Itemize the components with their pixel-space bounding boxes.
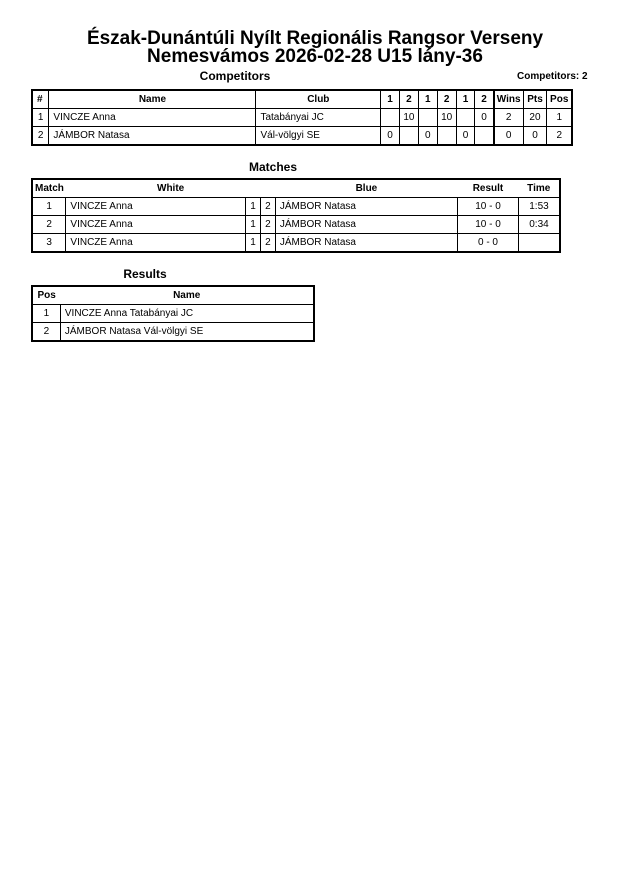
col-header-name: Name [60, 286, 314, 305]
score-cell: 0 [381, 127, 400, 146]
competitor-wins: 2 [494, 109, 523, 127]
matches-header-row [32, 179, 560, 198]
result-name: JÁMBOR Natasa Vál-völgyi SE [60, 323, 314, 342]
blue-number: 2 [260, 234, 275, 253]
white-competitor: VINCZE Anna [66, 198, 246, 216]
result-name: VINCZE Anna Tatabányai JC [60, 305, 314, 323]
competitors-count: Competitors: 2 [517, 71, 588, 82]
competitor-num: 1 [32, 109, 49, 127]
page-title-line1: Észak-Dunántúli Nyílt Regionális Rangsor Verseny [86, 28, 544, 49]
score-cell [475, 127, 494, 146]
competitor-num: 2 [32, 127, 49, 146]
score-cell: 0 [418, 127, 437, 146]
competitor-wins: 0 [494, 127, 523, 146]
col-header-score: 2 [399, 90, 418, 109]
white-competitor: VINCZE Anna [66, 216, 246, 234]
competitors-header-row [32, 90, 572, 109]
table-row [32, 216, 560, 234]
col-header-pos: Pos [32, 286, 60, 305]
competitor-pts: 20 [523, 109, 547, 127]
col-header-club: Club [256, 90, 381, 109]
competitors-section-title: Competitors [199, 69, 271, 83]
competitor-club: Tatabányai JC [256, 109, 381, 127]
score-cell: 10 [399, 109, 418, 127]
score-cell: 0 [475, 109, 494, 127]
match-result: 10 - 0 [458, 198, 519, 216]
white-number: 1 [246, 198, 261, 216]
col-header-white: White [66, 179, 275, 198]
match-time [518, 234, 560, 253]
competitor-club: Vál-völgyi SE [256, 127, 381, 146]
score-cell [456, 109, 475, 127]
matches-table [31, 178, 561, 253]
score-cell [381, 109, 400, 127]
blue-number: 2 [260, 198, 275, 216]
match-time: 0:34 [518, 216, 560, 234]
col-header-time: Time [518, 179, 560, 198]
results-table [31, 285, 315, 342]
result-pos: 1 [32, 305, 60, 323]
table-row [32, 198, 560, 216]
col-header-score: 1 [381, 90, 400, 109]
table-row [32, 305, 314, 323]
competitor-name: VINCZE Anna [49, 109, 256, 127]
page-title-line2: Nemesvámos 2026-02-28 U15 lány-36 [147, 46, 483, 67]
match-number: 1 [32, 198, 66, 216]
score-cell [418, 109, 437, 127]
score-cell: 10 [437, 109, 456, 127]
score-cell [399, 127, 418, 146]
score-cell [437, 127, 456, 146]
match-time: 1:53 [518, 198, 560, 216]
score-cell: 0 [456, 127, 475, 146]
col-header-wins: Wins [494, 90, 523, 109]
competitor-pos: 2 [547, 127, 572, 146]
col-header-score: 2 [437, 90, 456, 109]
blue-number: 2 [260, 216, 275, 234]
competitor-name: JÁMBOR Natasa [49, 127, 256, 146]
col-header-pts: Pts [523, 90, 547, 109]
table-row [32, 109, 572, 127]
table-row [32, 234, 560, 253]
blue-competitor: JÁMBOR Natasa [275, 234, 457, 253]
col-header-blue: Blue [275, 179, 457, 198]
matches-section-title: Matches [248, 160, 298, 174]
col-header-result: Result [458, 179, 519, 198]
results-header-row [32, 286, 314, 305]
match-number: 3 [32, 234, 66, 253]
col-header-score: 1 [418, 90, 437, 109]
white-competitor: VINCZE Anna [66, 234, 246, 253]
competitor-pos: 1 [547, 109, 572, 127]
table-row [32, 323, 314, 342]
result-pos: 2 [32, 323, 60, 342]
white-number: 1 [246, 234, 261, 253]
match-number: 2 [32, 216, 66, 234]
competitor-pts: 0 [523, 127, 547, 146]
col-header-score: 1 [456, 90, 475, 109]
table-row [32, 127, 572, 146]
match-result: 10 - 0 [458, 216, 519, 234]
col-header-match: Match [32, 179, 66, 198]
col-header-num: # [32, 90, 49, 109]
results-section-title: Results [123, 267, 167, 281]
col-header-pos: Pos [547, 90, 572, 109]
competitors-table [31, 89, 573, 146]
match-result: 0 - 0 [458, 234, 519, 253]
col-header-score: 2 [475, 90, 494, 109]
blue-competitor: JÁMBOR Natasa [275, 198, 457, 216]
blue-competitor: JÁMBOR Natasa [275, 216, 457, 234]
white-number: 1 [246, 216, 261, 234]
col-header-name: Name [49, 90, 256, 109]
